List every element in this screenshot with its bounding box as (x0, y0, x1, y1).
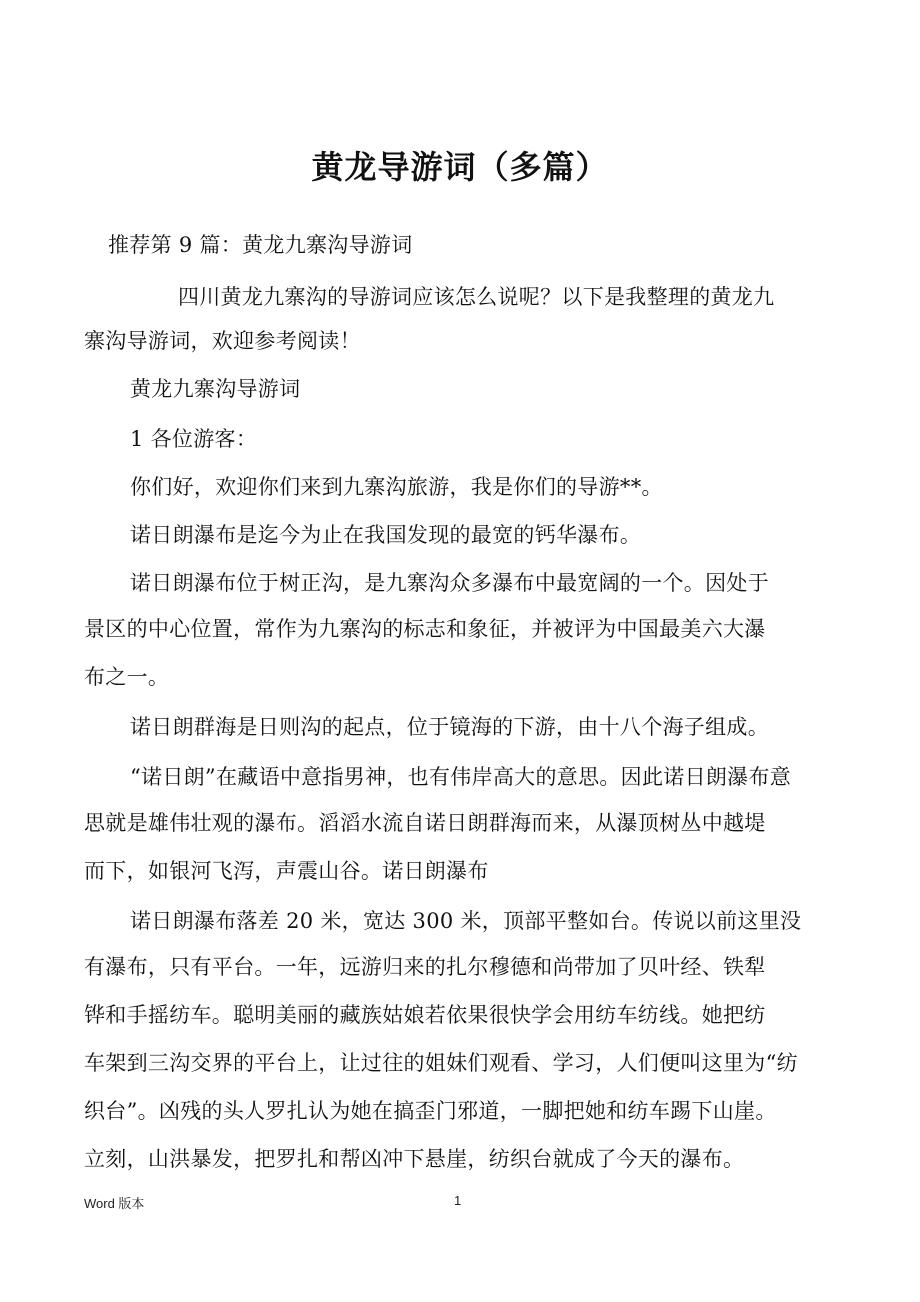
paragraph-line: 四川黄龙九寨沟的导游词应该怎么说呢？以下是我整理的黄龙九 (178, 285, 775, 309)
paragraph-line: “诺日朗”在藏语中意指男神，也有伟岸高大的意思。因此诺日朗瀑布意 (130, 765, 792, 789)
paragraph-line: 布之一。 (84, 665, 170, 689)
paragraph-line: 有瀑布，只有平台。一年，远游归来的扎尔穆德和尚带加了贝叶经、铁犁 (84, 955, 766, 979)
paragraph-line: 诺日朗瀑布是迄今为止在我国发现的最宽的钙华瀑布。 (130, 523, 642, 547)
document-title: 黄龙导游词（多篇） (311, 148, 609, 186)
paragraph-line: 诺日朗瀑布落差 20 米，宽达 300 米，顶部平整如台。传说以前这里没 (130, 909, 802, 933)
paragraph-line: 寨沟导游词，欢迎参考阅读！ (84, 329, 361, 353)
recommend-heading: 推荐第 9 篇：黄龙九寨沟导游词 (108, 233, 413, 257)
paragraph-line: 立刻，山洪暴发，把罗扎和帮凶冲下悬崖，纺织台就成了今天的瀑布。 (84, 1147, 745, 1171)
paragraph-line: 织台”。凶残的头人罗扎认为她在搞歪门邪道，一脚把她和纺车踢下山崖。 (84, 1099, 777, 1123)
paragraph-line: 车架到三沟交界的平台上，让过往的姐妹们观看、学习，人们便叫这里为“纺 (84, 1051, 798, 1075)
paragraph-line: 景区的中心位置，常作为九寨沟的标志和象征，并被评为中国最美六大瀑 (84, 617, 766, 641)
paragraph-line: 思就是雄伟壮观的瀑布。滔滔水流自诺日朗群海而来，从瀑顶树丛中越堤 (84, 811, 766, 835)
paragraph-line: 1 各位游客： (130, 427, 258, 451)
section-subheading: 黄龙九寨沟导游词 (130, 377, 301, 401)
paragraph-line: 诺日朗群海是日则沟的起点，位于镜海的下游，由十八个海子组成。 (130, 715, 769, 739)
paragraph-line: 而下，如银河飞泻，声震山谷。诺日朗瀑布 (84, 859, 489, 883)
footer-page-number: 1 (454, 1193, 462, 1208)
paragraph-line: 你们好，欢迎你们来到九寨沟旅游，我是你们的导游**。 (130, 475, 663, 499)
paragraph-line: 诺日朗瀑布位于树正沟，是九寨沟众多瀑布中最宽阔的一个。因处于 (130, 571, 769, 595)
paragraph-line: 铧和手摇纺车。聪明美丽的藏族姑娘若依果很快学会用纺车纺线。她把纺 (84, 1003, 766, 1027)
footer-version-label: Word 版本 (84, 1196, 145, 1211)
